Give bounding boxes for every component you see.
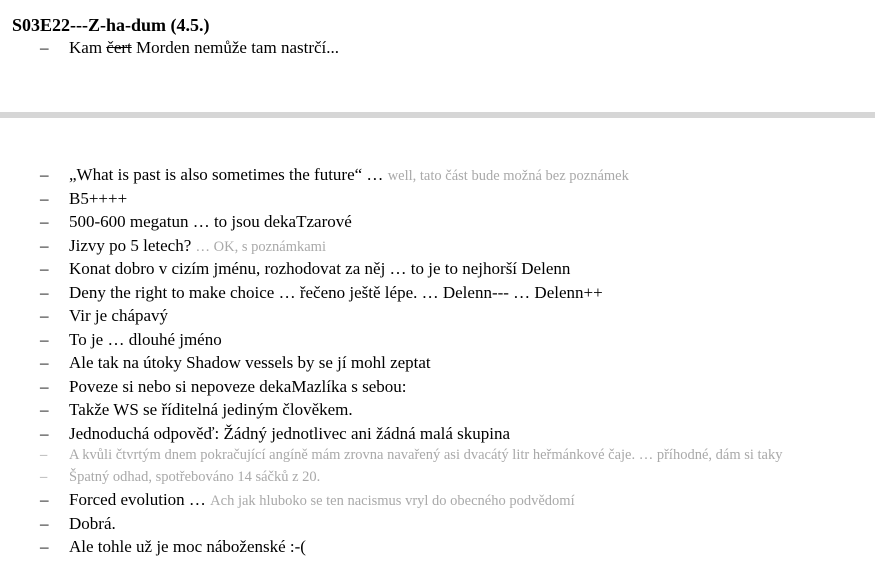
- list-item: [0, 328, 783, 352]
- list-item: [0, 210, 783, 234]
- list-item: [0, 257, 783, 281]
- item-text: Dobrá.: [69, 513, 116, 533]
- list-item: [0, 234, 783, 258]
- list-item: [0, 351, 783, 375]
- list-item: [0, 36, 339, 60]
- page-top: [0, 0, 875, 112]
- list-dash: –: [40, 259, 49, 278]
- top-list: [0, 36, 339, 60]
- item-text: Deny the right to make choice … řečeno ještě lépe. … Delenn--- … Delenn++: [69, 282, 603, 302]
- item-text: 500-600 megatun … to jsou dekaTzarové: [69, 212, 352, 231]
- list-dash: –: [40, 468, 48, 485]
- list-item: [0, 512, 783, 536]
- item-text: Jednoduchá odpověď: Žádný jednotlivec ani žádná malá skupina: [69, 423, 511, 443]
- list-dash: –: [40, 447, 48, 463]
- list-dash: –: [40, 282, 49, 302]
- item-text: Kam: [69, 38, 107, 57]
- page-separator: [0, 112, 875, 118]
- item-text: B5++++: [69, 188, 128, 208]
- list-dash: –: [40, 400, 49, 419]
- item-text: Konat dobro v cizím jménu, rozhodovat za něj … to je to nejhorší Delenn: [69, 259, 571, 278]
- list-dash: –: [40, 537, 49, 556]
- list-dash: –: [40, 235, 49, 255]
- struck-word: čert: [106, 38, 132, 57]
- main-list: [0, 163, 783, 559]
- list-dash: –: [40, 306, 49, 325]
- item-text: Morden nemůže tam nastrčí...: [131, 38, 340, 57]
- list-dash: –: [40, 38, 49, 57]
- item-text: Ale tohle už je moc náboženské :-(: [69, 537, 306, 556]
- list-dash: –: [40, 188, 49, 208]
- item-note: well, tato část bude možná bez poznámek: [387, 168, 629, 184]
- list-item: [0, 281, 783, 305]
- list-item: [0, 375, 783, 399]
- list-item: [0, 163, 783, 187]
- list-item: [0, 445, 783, 467]
- item-text: Ale tak na útoky Shadow vessels by se jí mohl zeptat: [69, 353, 431, 372]
- item-text: Takže WS se říditelná jediným člověkem.: [69, 400, 353, 419]
- list-item: [0, 398, 783, 422]
- list-dash: –: [40, 353, 49, 372]
- list-item: [0, 467, 783, 489]
- item-note: Ach jak hluboko se ten nacismus vryl do obecného podvědomí: [210, 493, 575, 509]
- item-text: Forced evolution …: [69, 490, 211, 509]
- list-dash: –: [40, 490, 49, 509]
- list-item: [0, 422, 783, 446]
- item-text: To je … dlouhé jméno: [69, 329, 222, 349]
- list-item: [0, 187, 783, 211]
- list-item: [0, 535, 783, 559]
- list-dash: –: [40, 513, 49, 533]
- list-dash: –: [40, 165, 49, 184]
- item-text: Poveze si nebo si nepoveze dekaMazlíka s sebou:: [69, 376, 407, 396]
- list-item: [0, 488, 783, 512]
- list-dash: –: [40, 212, 49, 231]
- item-text: Jizvy po 5 letech?: [69, 235, 196, 255]
- list-dash: –: [40, 329, 49, 349]
- item-text: A kvůli čtvrtým dnem pokračující angíně mám zrovna navařený asi dvacátý litr heřmánkové čaje. … příhodné, dám si taky: [69, 447, 783, 463]
- section-heading: S03E22---Z-ha-dum (4.5.): [12, 15, 210, 35]
- item-text: Špatný odhad, spotřebováno 14 sáčků z 20.: [69, 468, 321, 485]
- item-text: Vir je chápavý: [69, 306, 169, 325]
- list-dash: –: [40, 376, 49, 396]
- list-dash: –: [40, 423, 49, 443]
- item-note: … OK, s poznámkami: [195, 238, 326, 255]
- item-text: „What is past is also sometimes the future“ …: [69, 165, 388, 184]
- list-item: [0, 304, 783, 328]
